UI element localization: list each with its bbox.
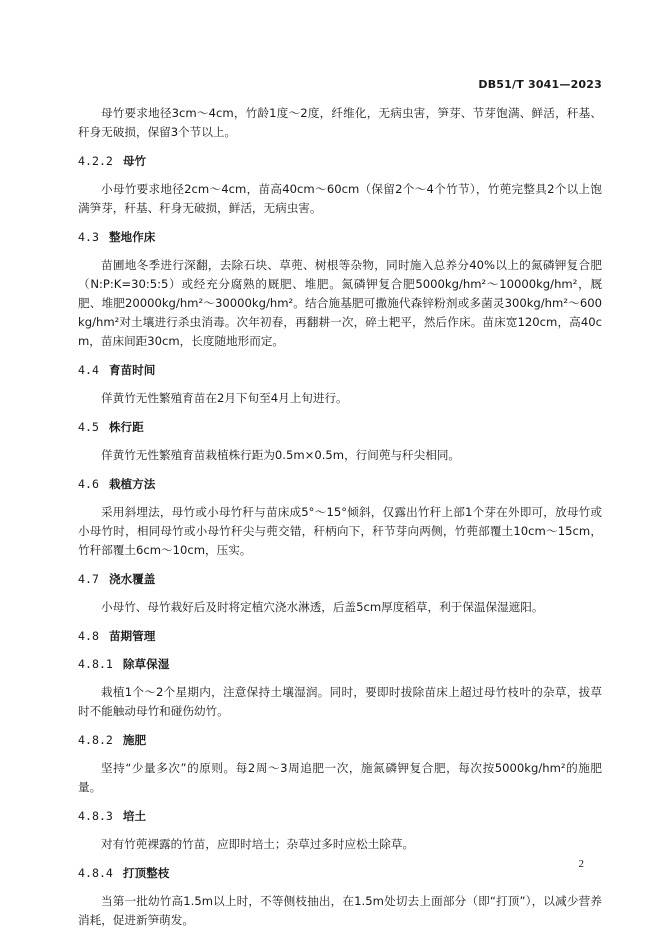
heading-4-5	[78, 418, 602, 436]
paragraph-planting-method: 采用斜埋法，母竹或小母竹秆与苗床成5°～15°倾斜，仅露出竹秆上部1个芽在外即可，放母竹或小母竹时，相同母竹或小母竹秆尖与蔸交错，秆柄向下，秆节芽向两侧，竹蔸部覆土10cm～15cm，竹秆部覆土6cm～10cm，压实。	[78, 505, 602, 557]
heading-number: 4.3	[78, 230, 99, 244]
heading-number: 4.8.4	[78, 866, 113, 880]
paragraph-earthing-up: 对有竹蔸裸露的竹苗，应即时培土；杂草过多时应松土除草。	[101, 837, 415, 851]
heading-title: 整地作床	[108, 230, 156, 244]
heading-number: 4.8.1	[78, 657, 113, 671]
heading-4-8	[78, 627, 602, 645]
document-code: DB51/T 3041—2023	[478, 78, 602, 91]
paragraph-nursery-time: 佯黄竹无性繁殖育苗在2月下旬至4月上旬进行。	[101, 391, 348, 405]
heading-title: 施肥	[122, 733, 147, 747]
heading-title: 育苗时间	[108, 363, 156, 377]
heading-4-4	[78, 361, 602, 379]
heading-number: 4.5	[78, 420, 99, 434]
heading-number: 4.8.2	[78, 733, 113, 747]
paragraph-site-preparation: 苗圃地冬季进行深翻，去除石块、草蔸、树根等杂物，同时施入总养分40%以上的氮磷钾复合肥（N:P:K=30:5:5）或经充分腐熟的厩肥、堆肥。氮磷钾复合肥5000kg/hm²～10000kg/hm²，厩肥、堆肥20000kg/hm²～30000kg/hm²。结合施基肥可撒施代森锌粉剂或多菌灵300kg/hm²～600kg/hm²对土壤进行杀虫消毒。次年初春，再翻耕一次，碎土耙平，然后作床。苗床宽120cm，高40cm，苗床间距30cm，长度随地形而定。	[78, 258, 602, 348]
paragraph-watering-mulching: 小母竹、母竹栽好后及时将定植穴浇水淋透，后盖5cm厚度稻草，利于保温保湿遮阳。	[101, 600, 544, 614]
heading-title: 株行距	[108, 420, 144, 434]
paragraph-small-mother-bamboo: 小母竹要求地径2cm～4cm，苗高40cm～60cm（保留2个～4个竹节），竹蔸完整具2个以上饱满笋芽，秆基、秆身无破损，鲜活，无病虫害。	[78, 182, 602, 215]
heading-title: 苗期管理	[108, 629, 156, 643]
paragraph-topping-pruning: 当第一批幼竹高1.5m以上时，不等侧枝抽出，在1.5m处切去上面部分（即“打顶”），以减少营养消耗，促进新笋萌发。	[78, 894, 602, 927]
heading-4-7	[78, 570, 602, 588]
heading-title: 浇水覆盖	[108, 572, 156, 586]
heading-number: 4.4	[78, 363, 99, 377]
heading-4-3	[78, 228, 602, 246]
paragraph-weeding-moisture: 栽植1个～2个星期内，注意保持土壤湿润。同时，要即时拔除苗床上超过母竹枝叶的杂草，拔草时不能触动母竹和碰伤幼竹。	[78, 685, 602, 718]
heading-4-6	[78, 475, 602, 493]
heading-4-8-2	[78, 731, 602, 749]
paragraph-fertilizing: 坚持“少量多次”的原则。每2周～3周追肥一次，施氮磷钾复合肥，每次按5000kg/hm²的施肥量。	[78, 761, 602, 794]
heading-number: 4.6	[78, 477, 99, 491]
heading-title: 栽植方法	[108, 477, 156, 491]
heading-4-2-2	[78, 152, 602, 170]
heading-4-8-3	[78, 807, 602, 825]
heading-title: 母竹	[122, 154, 147, 168]
paragraph-spacing: 佯黄竹无性繁殖育苗栽植株行距为0.5m×0.5m，行间蔸与秆尖相同。	[101, 448, 461, 462]
heading-number: 4.7	[78, 572, 99, 586]
heading-4-8-4	[78, 864, 602, 882]
heading-title: 培土	[122, 809, 147, 823]
page-number: 2	[578, 858, 584, 870]
heading-title: 打顶整枝	[122, 866, 170, 880]
heading-4-8-1	[78, 655, 602, 673]
paragraph-mother-bamboo-spec: 母竹要求地径3cm～4cm，竹龄1度～2度，纤维化，无病虫害，笋芽、节芽饱满、鲜活，秆基、秆身无破损，保留3个节以上。	[78, 106, 602, 139]
heading-title: 除草保湿	[122, 657, 170, 671]
heading-number: 4.8.3	[78, 809, 113, 823]
heading-number: 4.8	[78, 629, 99, 643]
heading-number: 4.2.2	[78, 154, 113, 168]
document-body	[78, 104, 602, 930]
